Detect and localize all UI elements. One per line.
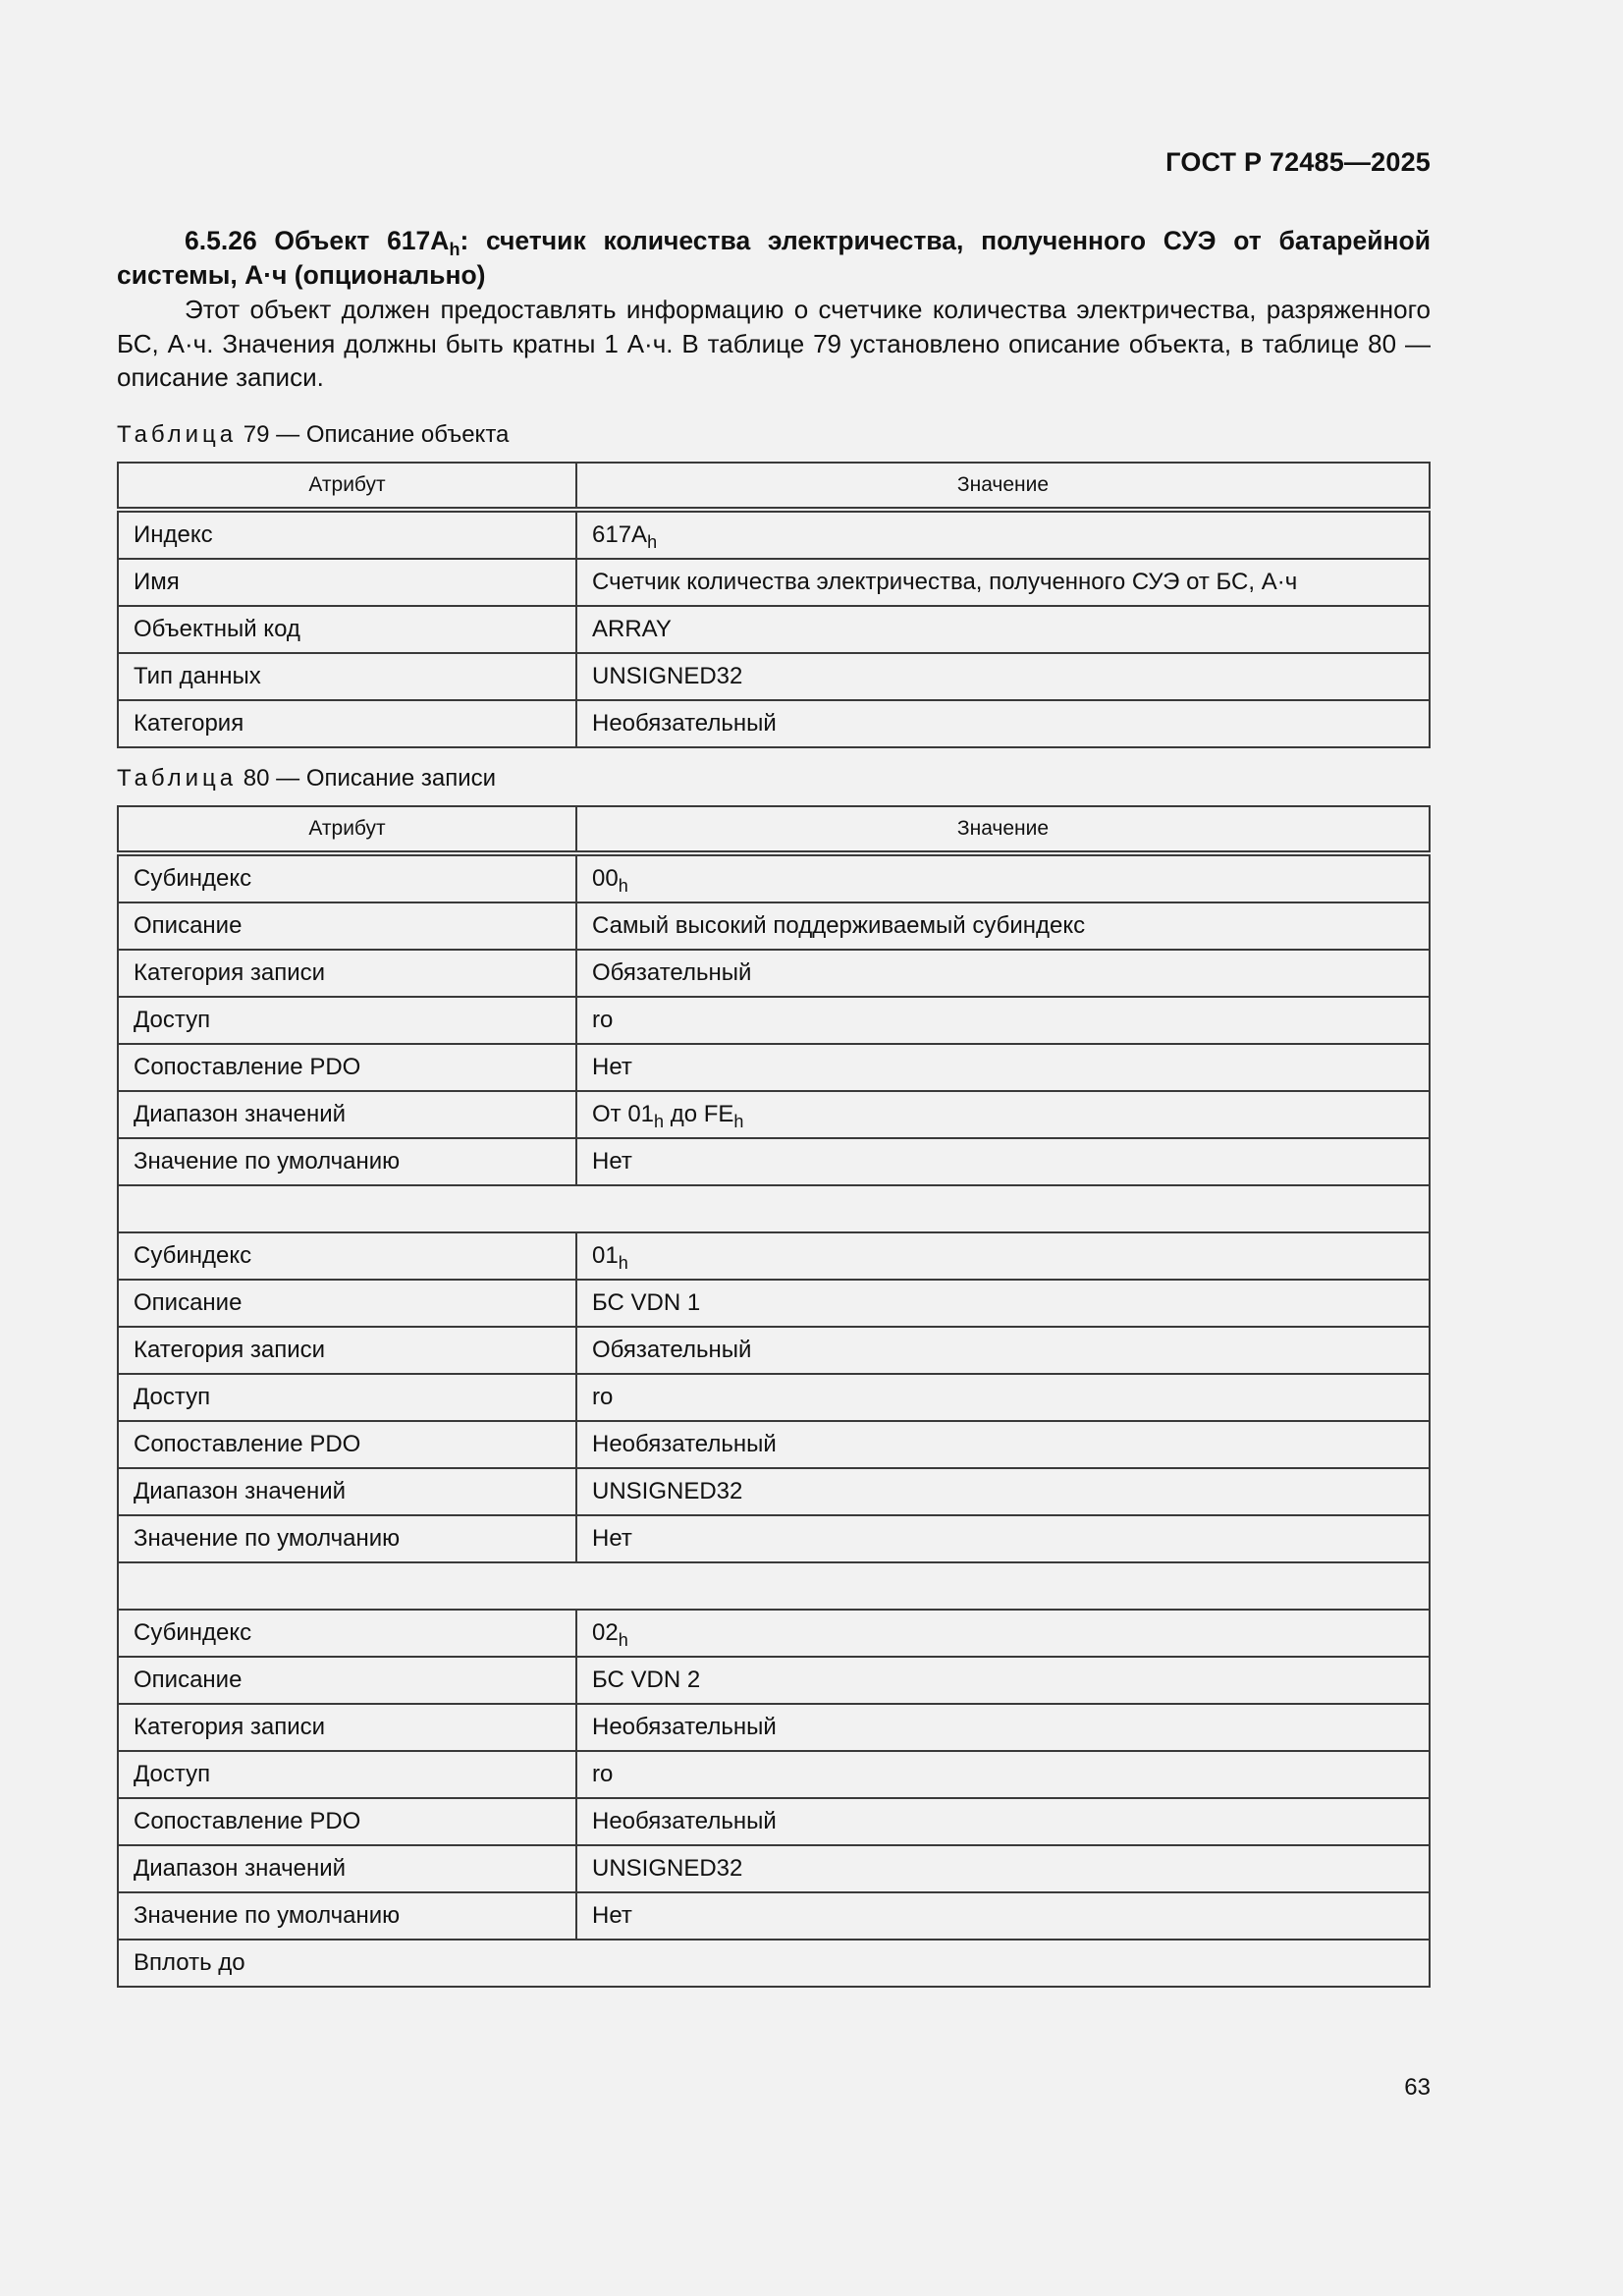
attribute-cell: Диапазон значений [118, 1468, 576, 1515]
value-cell [576, 1232, 1430, 1280]
attribute-cell: Объектный код [118, 606, 576, 653]
value-cell [576, 700, 1430, 747]
table-header-attribute: Атрибут [118, 463, 576, 510]
attribute-cell: Имя [118, 559, 576, 606]
table-row [118, 1892, 1430, 1940]
table79-caption-word: Таблица [117, 420, 238, 448]
value-cell [576, 1374, 1430, 1421]
value-text: БС VDN 1 [592, 1288, 701, 1316]
table-row [118, 1327, 1430, 1374]
separator-row [118, 1562, 1430, 1610]
table-row [118, 1798, 1430, 1845]
value-cell [576, 559, 1430, 606]
section-heading [117, 224, 1431, 293]
value-text: 01 [592, 1241, 619, 1269]
value-cell [576, 1044, 1430, 1091]
table-row [118, 853, 1430, 902]
separator-row [118, 1185, 1430, 1232]
table80-caption-word: Таблица [117, 764, 238, 792]
value-text: ro [592, 1006, 614, 1033]
table-row [118, 1232, 1430, 1280]
table-row [118, 559, 1430, 606]
value-cell [576, 653, 1430, 700]
attribute-cell: Диапазон значений [118, 1845, 576, 1892]
table-header-value: Значение [576, 463, 1430, 510]
value-text: до FE [664, 1100, 734, 1127]
table-row [118, 950, 1430, 997]
table79-caption [117, 420, 1431, 450]
section-paragraph: Этот объект должен предоставлять информацию о счетчике количества электричества, разряженного БС, А·ч. Значения должны быть кратны 1 А·ч. В таблице 79 установлено описание объекта, в таблице 80 — описание записи. [117, 295, 1431, 392]
value-text: Необязательный [592, 1430, 777, 1457]
table-row [118, 653, 1430, 700]
value-cell [576, 902, 1430, 950]
table-row [118, 606, 1430, 653]
attribute-cell: Категория [118, 700, 576, 747]
value-text: UNSIGNED32 [592, 662, 743, 689]
section-number: 6.5.26 [185, 226, 257, 255]
table-row [118, 1751, 1430, 1798]
attribute-cell: Доступ [118, 997, 576, 1044]
value-cell [576, 1280, 1430, 1327]
table-row [118, 510, 1430, 559]
value-cell [576, 1327, 1430, 1374]
page-content [117, 224, 1431, 1988]
value-cell [576, 1751, 1430, 1798]
table79-caption-text: 79 — Описание объекта [243, 420, 510, 448]
value-cell [576, 950, 1430, 997]
value-cell [576, 1704, 1430, 1751]
continuation-row [118, 1940, 1430, 1987]
value-text: От 01 [592, 1100, 655, 1127]
table80-caption [117, 764, 1431, 793]
attribute-cell: Сопоставление PDO [118, 1798, 576, 1845]
attribute-cell: Диапазон значений [118, 1091, 576, 1138]
table-header-value: Значение [576, 806, 1430, 853]
table-row [118, 1374, 1430, 1421]
value-cell [576, 606, 1430, 653]
table-row [118, 1091, 1430, 1138]
value-cell [576, 1138, 1430, 1185]
value-cell [576, 1091, 1430, 1138]
table-row [118, 902, 1430, 950]
continuation-cell: Вплоть до [118, 1940, 1430, 1987]
attribute-cell: Субиндекс [118, 1610, 576, 1657]
attribute-cell: Доступ [118, 1374, 576, 1421]
attribute-cell: Значение по умолчанию [118, 1138, 576, 1185]
heading-title: : счетчик количества электричества, полученного СУЭ от батарейной системы, А·ч (опционально) [117, 226, 1431, 290]
attribute-cell: Доступ [118, 1751, 576, 1798]
value-text: Обязательный [592, 1336, 752, 1363]
value-text: Счетчик количества электричества, полученного СУЭ от БС, А·ч [592, 568, 1298, 595]
attribute-cell: Индекс [118, 510, 576, 559]
attribute-cell: Субиндекс [118, 1232, 576, 1280]
value-text: UNSIGNED32 [592, 1854, 743, 1882]
value-cell [576, 1610, 1430, 1657]
attribute-cell: Описание [118, 1280, 576, 1327]
attribute-cell: Сопоставление PDO [118, 1421, 576, 1468]
value-text: Нет [592, 1901, 632, 1929]
value-text: ro [592, 1760, 614, 1787]
table-row [118, 1610, 1430, 1657]
document-id: ГОСТ Р 72485—2025 [1165, 147, 1431, 177]
record-description-table [117, 805, 1431, 1988]
value-text: ARRAY [592, 615, 672, 642]
value-cell [576, 1892, 1430, 1940]
value-cell [576, 997, 1430, 1044]
attribute-cell: Значение по умолчанию [118, 1515, 576, 1562]
value-text: Нет [592, 1053, 632, 1080]
table-row [118, 1138, 1430, 1185]
table-row [118, 1280, 1430, 1327]
value-subscript: h [654, 1111, 665, 1131]
value-text: Самый высокий поддерживаемый субиндекс [592, 911, 1086, 939]
heading-object: Объект 617A [274, 226, 450, 255]
table-row [118, 1704, 1430, 1751]
empty-cell [118, 1185, 1430, 1232]
table-row [118, 1468, 1430, 1515]
value-text: Необязательный [592, 1807, 777, 1834]
value-subscript: h [618, 875, 628, 896]
attribute-cell: Категория записи [118, 950, 576, 997]
value-cell [576, 1468, 1430, 1515]
heading-sub: h [449, 240, 460, 259]
value-cell [576, 1798, 1430, 1845]
object-description-table [117, 462, 1431, 748]
value-text: Нет [592, 1147, 632, 1175]
value-text: Необязательный [592, 1713, 777, 1740]
value-subscript: h [733, 1111, 744, 1131]
attribute-cell: Категория записи [118, 1327, 576, 1374]
value-cell [576, 853, 1430, 902]
value-text: 617A [592, 520, 648, 548]
value-text: 02 [592, 1618, 619, 1646]
value-cell [576, 1657, 1430, 1704]
value-text: ro [592, 1383, 614, 1410]
value-text: Необязательный [592, 709, 777, 737]
attribute-cell: Значение по умолчанию [118, 1892, 576, 1940]
table-row [118, 997, 1430, 1044]
attribute-cell: Описание [118, 902, 576, 950]
value-text: Обязательный [592, 958, 752, 986]
value-subscript: h [647, 531, 658, 552]
table-row [118, 1421, 1430, 1468]
value-cell [576, 1515, 1430, 1562]
attribute-cell: Сопоставление PDO [118, 1044, 576, 1091]
attribute-cell: Субиндекс [118, 853, 576, 902]
attribute-cell: Категория записи [118, 1704, 576, 1751]
attribute-cell: Описание [118, 1657, 576, 1704]
empty-cell [118, 1562, 1430, 1610]
table-row [118, 1845, 1430, 1892]
table-row [118, 1657, 1430, 1704]
value-subscript: h [618, 1629, 628, 1650]
value-text: UNSIGNED32 [592, 1477, 743, 1504]
table-row [118, 1515, 1430, 1562]
table-row [118, 700, 1430, 747]
value-text: 00 [592, 864, 619, 892]
page-number: 63 [1404, 2074, 1431, 2101]
table-header-attribute: Атрибут [118, 806, 576, 853]
value-cell [576, 510, 1430, 559]
value-cell [576, 1421, 1430, 1468]
table-row [118, 1044, 1430, 1091]
value-cell [576, 1845, 1430, 1892]
value-subscript: h [618, 1252, 628, 1273]
value-text: БС VDN 2 [592, 1666, 701, 1693]
value-text: Нет [592, 1524, 632, 1552]
table80-caption-text: 80 — Описание записи [243, 764, 497, 792]
attribute-cell: Тип данных [118, 653, 576, 700]
